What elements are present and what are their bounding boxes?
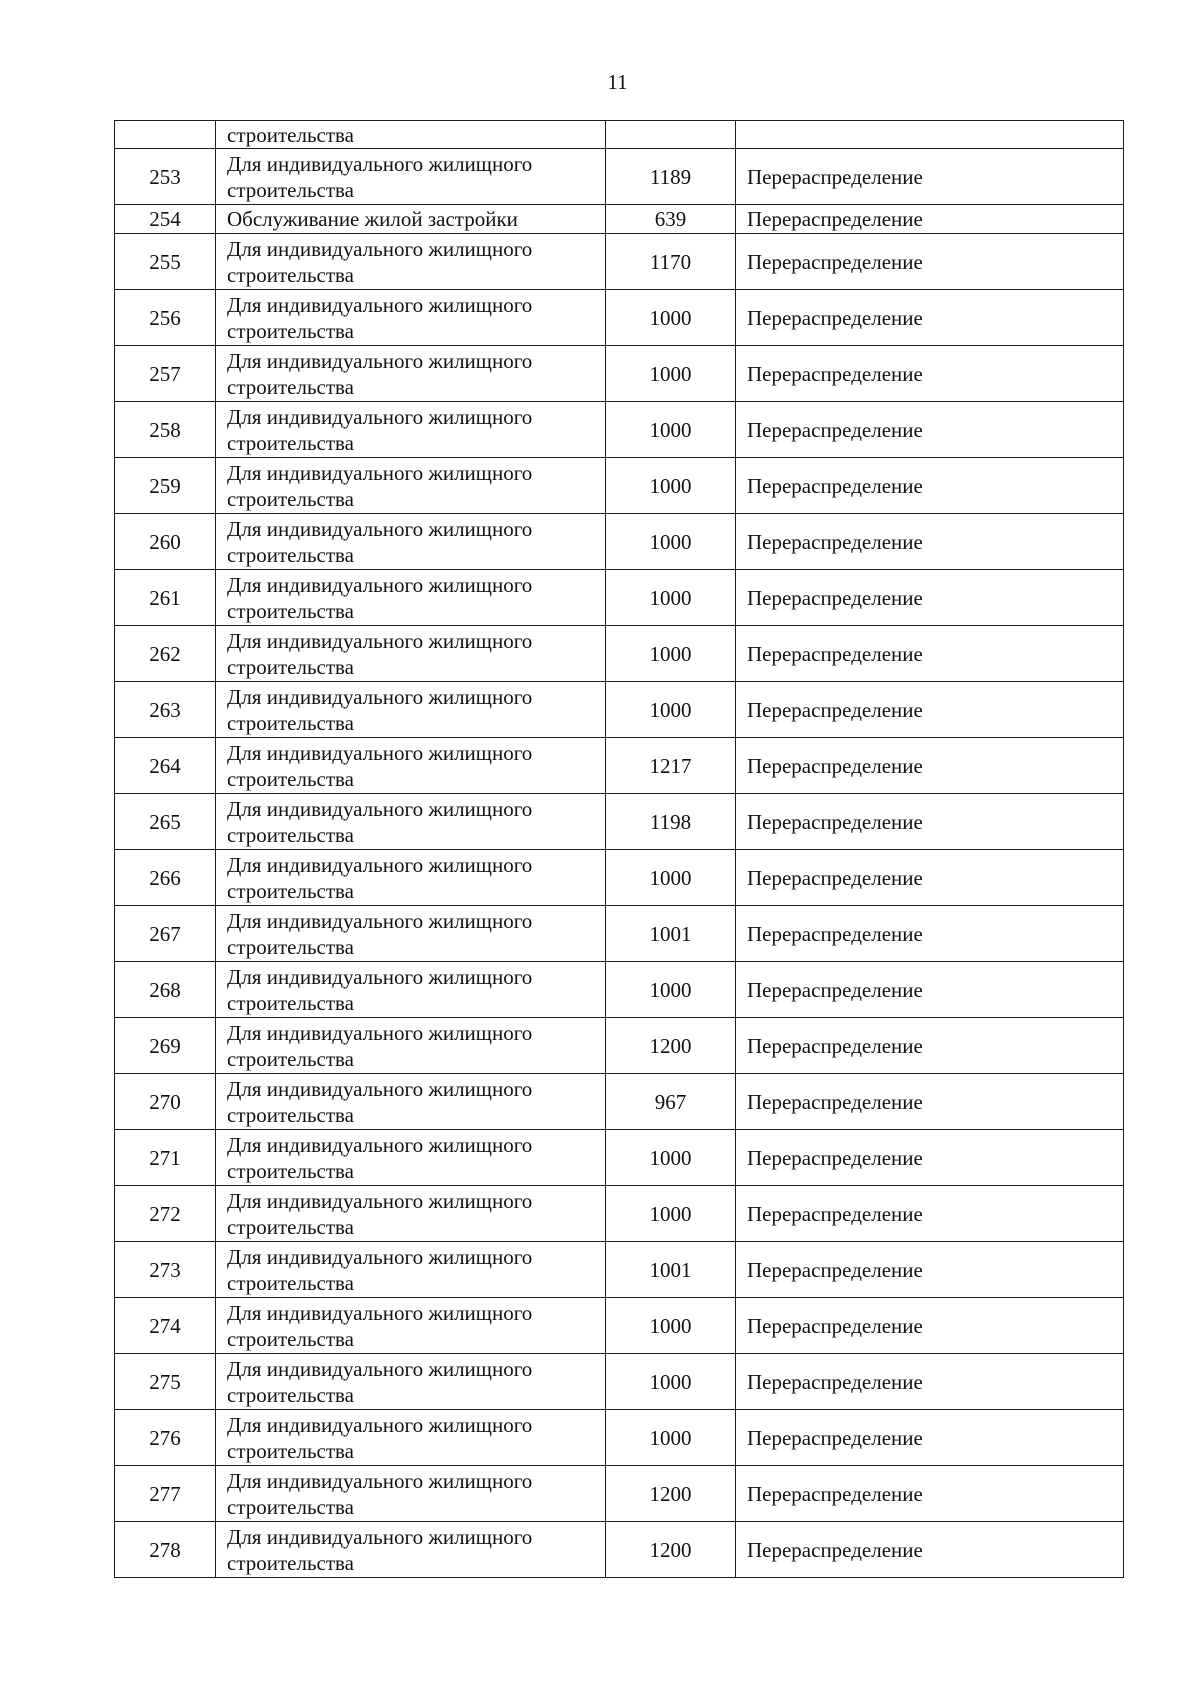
row-number-cell: 258 — [115, 402, 216, 458]
basis-cell: Перераспределение — [736, 346, 1124, 402]
basis-cell: Перераспределение — [736, 626, 1124, 682]
table-row — [115, 570, 1124, 626]
basis-cell: Перераспределение — [736, 1354, 1124, 1410]
row-number-cell: 273 — [115, 1242, 216, 1298]
land-use-cell: Для индивидуального жилищного строительства — [216, 1410, 606, 1466]
row-number-cell: 264 — [115, 738, 216, 794]
area-cell: 1000 — [606, 1354, 736, 1410]
row-number-cell — [115, 121, 216, 149]
area-cell: 1200 — [606, 1018, 736, 1074]
table-row — [115, 1410, 1124, 1466]
table-row — [115, 1074, 1124, 1130]
row-number-cell: 274 — [115, 1298, 216, 1354]
row-number-cell: 257 — [115, 346, 216, 402]
row-number-cell: 270 — [115, 1074, 216, 1130]
area-cell: 1000 — [606, 850, 736, 906]
land-use-cell: Для индивидуального жилищного строительства — [216, 626, 606, 682]
land-use-cell: Для индивидуального жилищного строительства — [216, 1186, 606, 1242]
area-cell — [606, 121, 736, 149]
basis-cell: Перераспределение — [736, 234, 1124, 290]
land-plot-table — [114, 120, 1124, 1578]
area-cell: 1170 — [606, 234, 736, 290]
page-number: 11 — [607, 70, 628, 94]
land-use-cell: Для индивидуального жилищного строительства — [216, 1522, 606, 1578]
row-number-cell: 278 — [115, 1522, 216, 1578]
table-row — [115, 205, 1124, 234]
basis-cell: Перераспределение — [736, 149, 1124, 205]
area-cell: 1000 — [606, 1410, 736, 1466]
basis-cell: Перераспределение — [736, 205, 1124, 234]
row-number-cell: 259 — [115, 458, 216, 514]
land-use-cell: Для индивидуального жилищного строительства — [216, 290, 606, 346]
area-cell: 1000 — [606, 458, 736, 514]
row-number-cell: 266 — [115, 850, 216, 906]
table-row-continuation — [115, 121, 1124, 149]
basis-cell: Перераспределение — [736, 906, 1124, 962]
area-cell: 1001 — [606, 906, 736, 962]
land-use-cell: Для индивидуального жилищного строительства — [216, 1242, 606, 1298]
row-number-cell: 269 — [115, 1018, 216, 1074]
basis-cell — [736, 121, 1124, 149]
area-cell: 1000 — [606, 1186, 736, 1242]
area-cell: 639 — [606, 205, 736, 234]
land-use-cell: строительства — [216, 121, 606, 149]
table-row — [115, 794, 1124, 850]
row-number-cell: 271 — [115, 1130, 216, 1186]
table-row — [115, 234, 1124, 290]
land-use-cell: Для индивидуального жилищного строительства — [216, 794, 606, 850]
table-row — [115, 1298, 1124, 1354]
table-row — [115, 402, 1124, 458]
land-use-cell: Для индивидуального жилищного строительства — [216, 514, 606, 570]
table-row — [115, 850, 1124, 906]
area-cell: 1000 — [606, 514, 736, 570]
row-number-cell: 256 — [115, 290, 216, 346]
basis-cell: Перераспределение — [736, 1074, 1124, 1130]
row-number-cell: 260 — [115, 514, 216, 570]
table-row — [115, 149, 1124, 205]
land-use-cell: Обслуживание жилой застройки — [216, 205, 606, 234]
row-number-cell: 261 — [115, 570, 216, 626]
table-row — [115, 962, 1124, 1018]
land-use-cell: Для индивидуального жилищного строительства — [216, 682, 606, 738]
land-use-cell: Для индивидуального жилищного строительства — [216, 570, 606, 626]
area-cell: 1200 — [606, 1466, 736, 1522]
basis-cell: Перераспределение — [736, 682, 1124, 738]
land-use-cell: Для индивидуального жилищного строительства — [216, 149, 606, 205]
basis-cell: Перераспределение — [736, 1522, 1124, 1578]
table-row — [115, 346, 1124, 402]
basis-cell: Перераспределение — [736, 514, 1124, 570]
land-use-cell: Для индивидуального жилищного строительства — [216, 1074, 606, 1130]
land-use-cell: Для индивидуального жилищного строительства — [216, 1018, 606, 1074]
basis-cell: Перераспределение — [736, 794, 1124, 850]
land-use-cell: Для индивидуального жилищного строительства — [216, 234, 606, 290]
land-use-cell: Для индивидуального жилищного строительства — [216, 458, 606, 514]
area-cell: 1001 — [606, 1242, 736, 1298]
land-use-cell: Для индивидуального жилищного строительства — [216, 906, 606, 962]
basis-cell: Перераспределение — [736, 570, 1124, 626]
area-cell: 1200 — [606, 1522, 736, 1578]
basis-cell: Перераспределение — [736, 962, 1124, 1018]
land-use-cell: Для индивидуального жилищного строительства — [216, 738, 606, 794]
land-use-cell: Для индивидуального жилищного строительства — [216, 1298, 606, 1354]
table-row — [115, 514, 1124, 570]
row-number-cell: 275 — [115, 1354, 216, 1410]
basis-cell: Перераспределение — [736, 738, 1124, 794]
row-number-cell: 267 — [115, 906, 216, 962]
table-row — [115, 682, 1124, 738]
row-number-cell: 253 — [115, 149, 216, 205]
table-row — [115, 1186, 1124, 1242]
basis-cell: Перераспределение — [736, 1298, 1124, 1354]
table-row — [115, 1242, 1124, 1298]
row-number-cell: 254 — [115, 205, 216, 234]
basis-cell: Перераспределение — [736, 1410, 1124, 1466]
table-row — [115, 458, 1124, 514]
table-row — [115, 290, 1124, 346]
area-cell: 1198 — [606, 794, 736, 850]
table-row — [115, 1466, 1124, 1522]
area-cell: 1000 — [606, 1298, 736, 1354]
row-number-cell: 265 — [115, 794, 216, 850]
land-use-cell: Для индивидуального жилищного строительства — [216, 1130, 606, 1186]
area-cell: 1000 — [606, 290, 736, 346]
table-body — [115, 121, 1124, 1578]
area-cell: 1217 — [606, 738, 736, 794]
area-cell: 1000 — [606, 346, 736, 402]
area-cell: 1000 — [606, 570, 736, 626]
area-cell: 967 — [606, 1074, 736, 1130]
basis-cell: Перераспределение — [736, 290, 1124, 346]
table-row — [115, 626, 1124, 682]
land-use-cell: Для индивидуального жилищного строительства — [216, 402, 606, 458]
table-row — [115, 1522, 1124, 1578]
land-use-cell: Для индивидуального жилищного строительства — [216, 346, 606, 402]
basis-cell: Перераспределение — [736, 1242, 1124, 1298]
land-use-cell: Для индивидуального жилищного строительства — [216, 1466, 606, 1522]
area-cell: 1000 — [606, 682, 736, 738]
table-row — [115, 906, 1124, 962]
basis-cell: Перераспределение — [736, 402, 1124, 458]
basis-cell: Перераспределение — [736, 1186, 1124, 1242]
area-cell: 1000 — [606, 402, 736, 458]
basis-cell: Перераспределение — [736, 1018, 1124, 1074]
basis-cell: Перераспределение — [736, 1466, 1124, 1522]
row-number-cell: 262 — [115, 626, 216, 682]
land-use-cell: Для индивидуального жилищного строительства — [216, 850, 606, 906]
table-row — [115, 1354, 1124, 1410]
basis-cell: Перераспределение — [736, 458, 1124, 514]
row-number-cell: 263 — [115, 682, 216, 738]
basis-cell: Перераспределение — [736, 850, 1124, 906]
basis-cell: Перераспределение — [736, 1130, 1124, 1186]
land-use-cell: Для индивидуального жилищного строительства — [216, 1354, 606, 1410]
row-number-cell: 276 — [115, 1410, 216, 1466]
table-row — [115, 738, 1124, 794]
row-number-cell: 268 — [115, 962, 216, 1018]
area-cell: 1189 — [606, 149, 736, 205]
table-row — [115, 1018, 1124, 1074]
row-number-cell: 272 — [115, 1186, 216, 1242]
row-number-cell: 277 — [115, 1466, 216, 1522]
area-cell: 1000 — [606, 1130, 736, 1186]
area-cell: 1000 — [606, 962, 736, 1018]
row-number-cell: 255 — [115, 234, 216, 290]
land-use-cell: Для индивидуального жилищного строительства — [216, 962, 606, 1018]
area-cell: 1000 — [606, 626, 736, 682]
table-row — [115, 1130, 1124, 1186]
